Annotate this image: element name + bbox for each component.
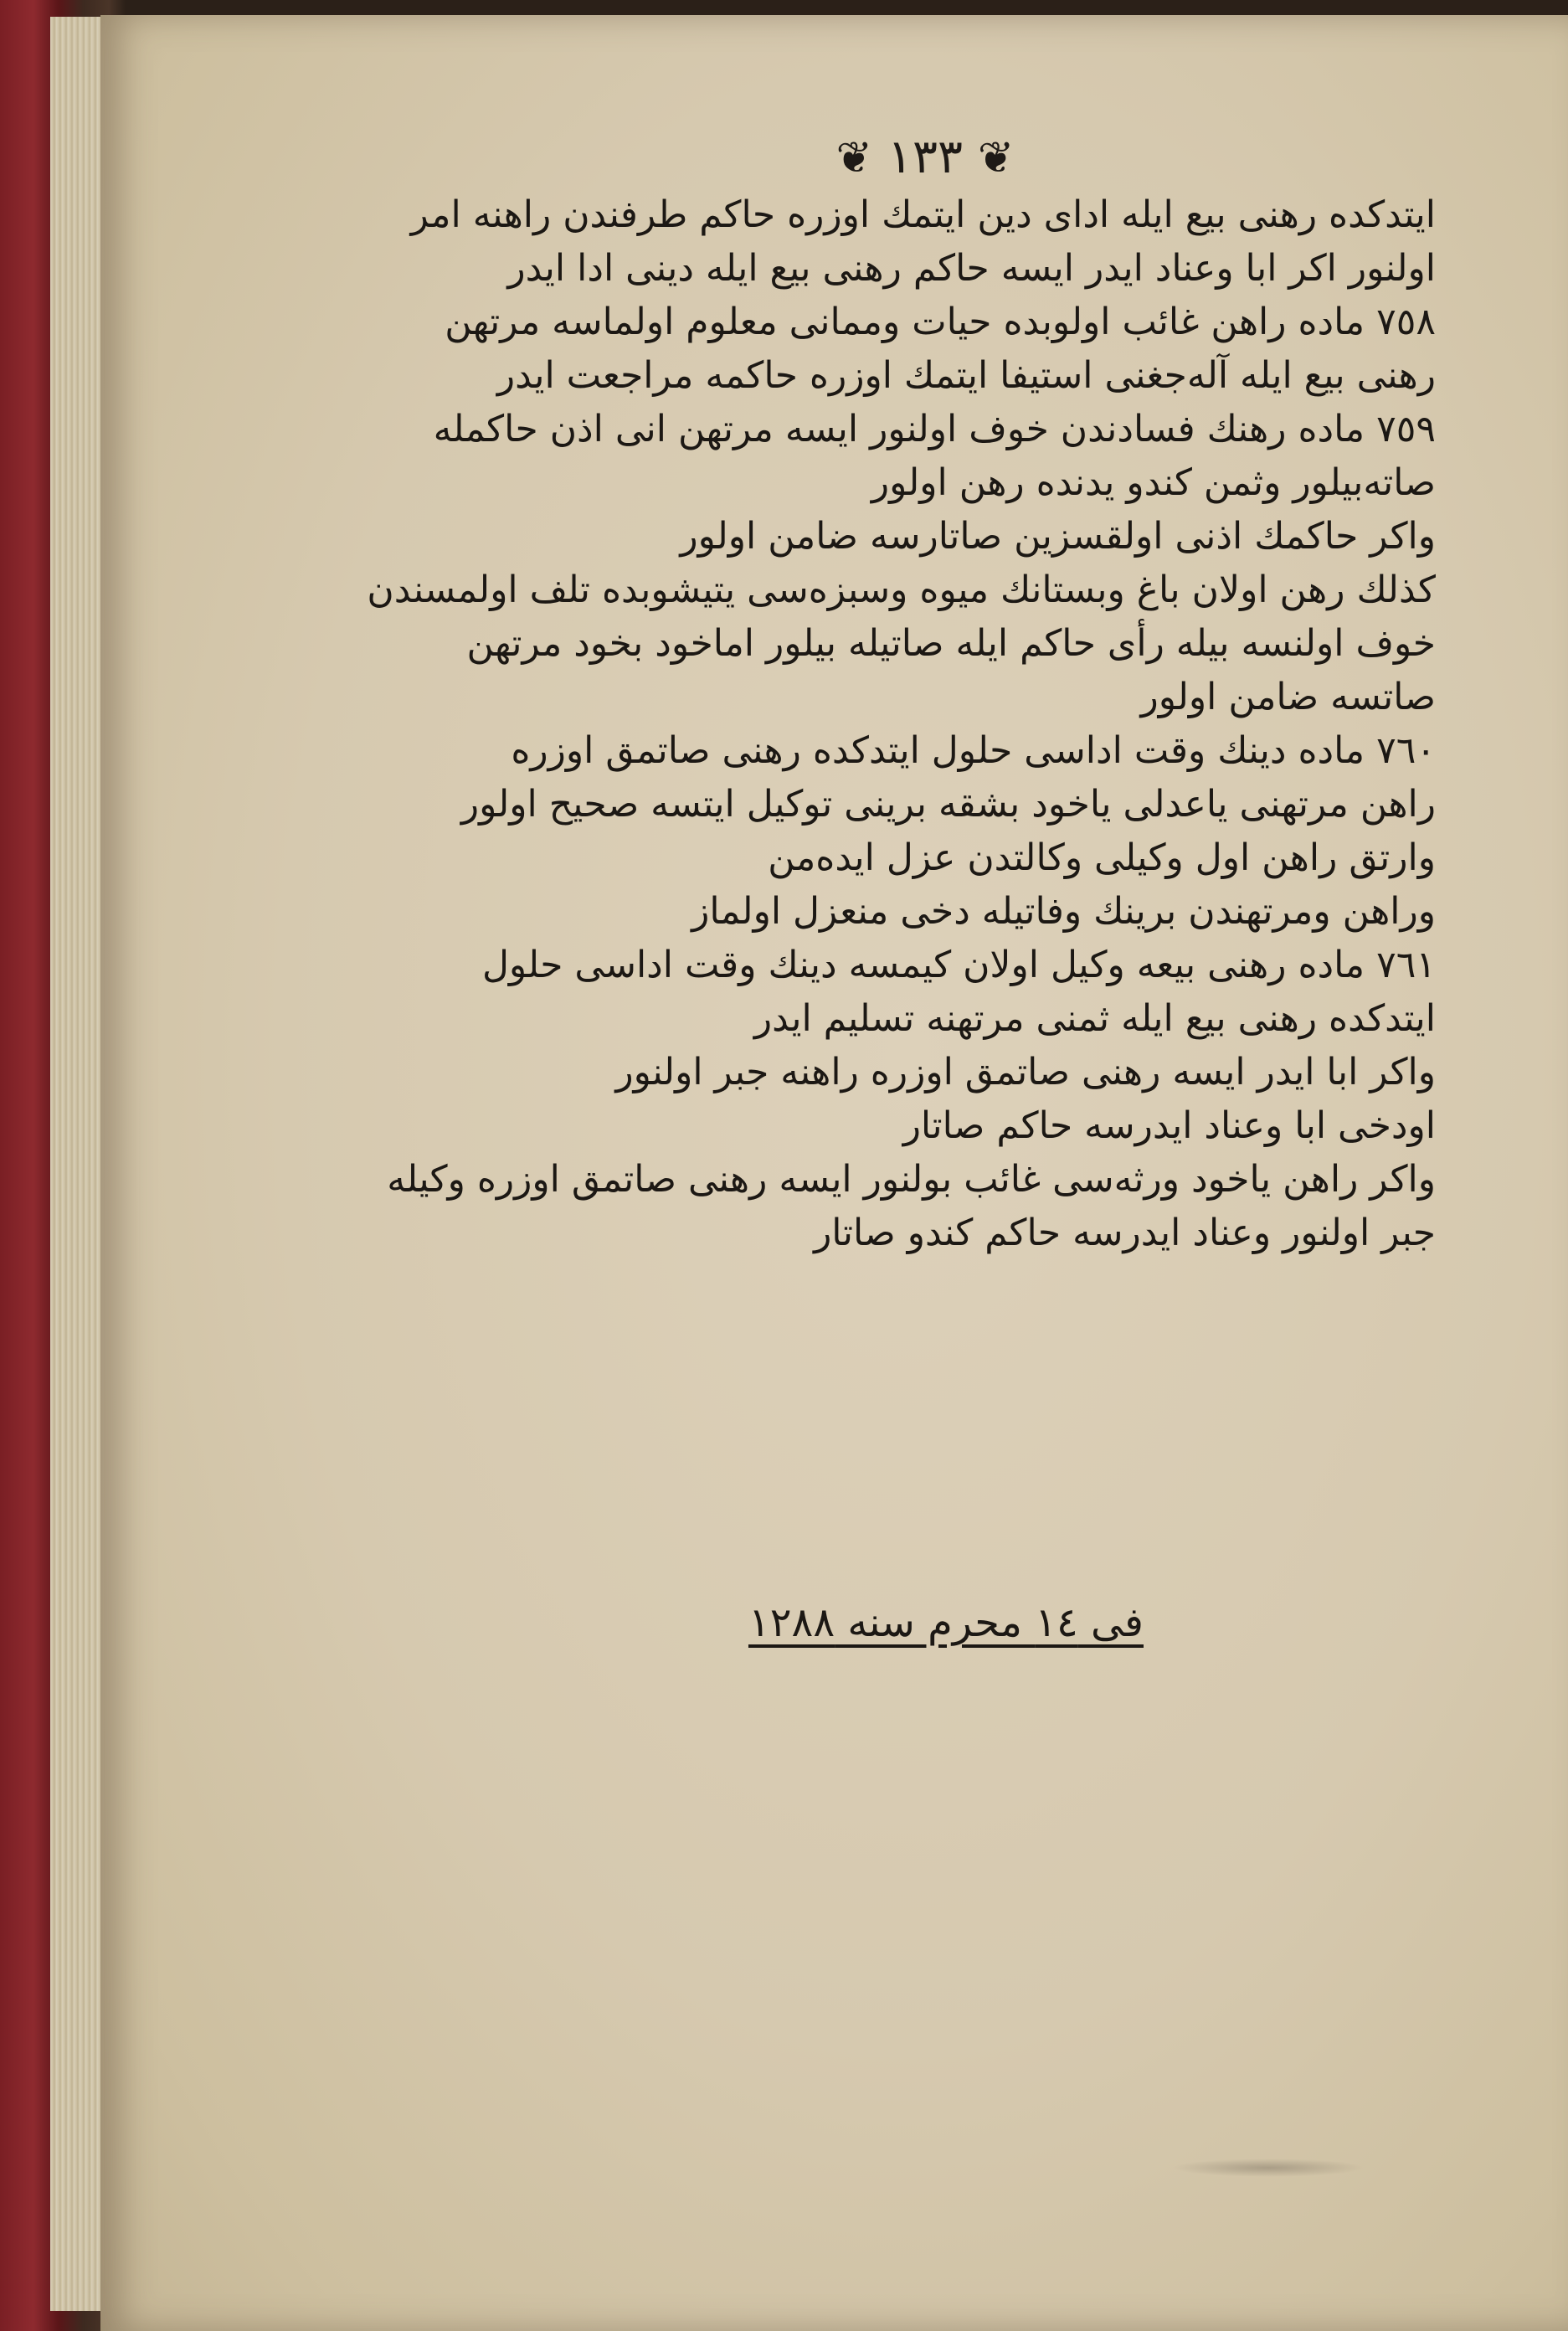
text-line: ٧٥٨ ماده راهن غائب اولوبده حيات وممانی معلوم اولماسه مرتهن	[445, 301, 1436, 343]
text-line: واكر ابا ايدر ايسه رهنی صاتمق اوزره راهنه جبر اولنور	[615, 1051, 1436, 1093]
body-text	[367, 188, 1465, 1260]
text-line: صاتسه ضامن اولور	[1140, 676, 1436, 718]
text-line: خوف اولنسه بيله رأی حاكم ايله صاتيله بيلور اماخود بخود مرتهن	[466, 622, 1436, 665]
text-line: راهن مرتهنی ياعدلی ياخود بشقه برينی توكيل ايتسه صحيح اولور	[460, 783, 1436, 826]
text-line: جبر اولنور وعناد ايدرسه حاكم كندو صاتار	[814, 1212, 1436, 1254]
ink-smudge	[1172, 2159, 1365, 2177]
date-footer: فی ١٤ محرم سنه ١٢٨٨	[748, 1599, 1144, 1646]
text-line: رهنی بيع ايله آله‌جغنی استيفا ايتمك اوزره حاكمه مراجعت ايدر	[496, 354, 1436, 397]
text-line: اودخی ابا وعناد ايدرسه حاكم صاتار	[902, 1104, 1436, 1147]
text-line: ايتدكده رهنی بيع ايله ثمنی مرتهنه تسليم ايدر	[753, 997, 1436, 1040]
text-line: صاته‌بيلور وثمن كندو يدنده رهن اولور	[871, 461, 1436, 504]
text-line: كذلك رهن اولان باغ وبستانك ميوه وسبزه‌سی يتيشوبده تلف اولمسندن	[367, 569, 1436, 611]
text-line: ٧٦١ ماده رهنی بيعه وكيل اولان كيمسه دينك وقت اداسی حلول	[481, 944, 1436, 986]
ornament-right: ❦	[977, 133, 1015, 183]
text-line: ٧٥٩ ماده رهنك فسادندن خوف اولنور ايسه مرتهن انی اذن حاكمله	[433, 408, 1436, 450]
text-line: واكر راهن ياخود ورثه‌سی غائب بولنور ايسه رهنی صاتمق اوزره وكيله	[387, 1158, 1436, 1201]
ornament-left: ❦	[835, 133, 873, 183]
text-line: وراهن ومرتهندن برينك وفاتيله دخی منعزل اولماز	[691, 890, 1436, 933]
text-line: ٧٦٠ ماده دينك وقت اداسی حلول ايتدكده رهنی صاتمق اوزره	[511, 729, 1436, 772]
text-line: ايتدكده رهنی بيع ايله ادای دين ايتمك اوزره حاكم طرفندن راهنه امر	[410, 193, 1436, 236]
page-header	[804, 130, 1046, 184]
text-line: اولنور اكر ابا وعناد ايدر ايسه حاكم رهنی بيع ايله دينی ادا ايدر	[507, 247, 1436, 290]
page-number: ١٣٣	[887, 130, 964, 184]
text-line: واكر حاكمك اذنی اولقسزين صاتارسه ضامن اولور	[680, 515, 1436, 558]
text-line: وارتق راهن اول وكيلی وكالتدن عزل ايده‌من	[768, 836, 1436, 879]
